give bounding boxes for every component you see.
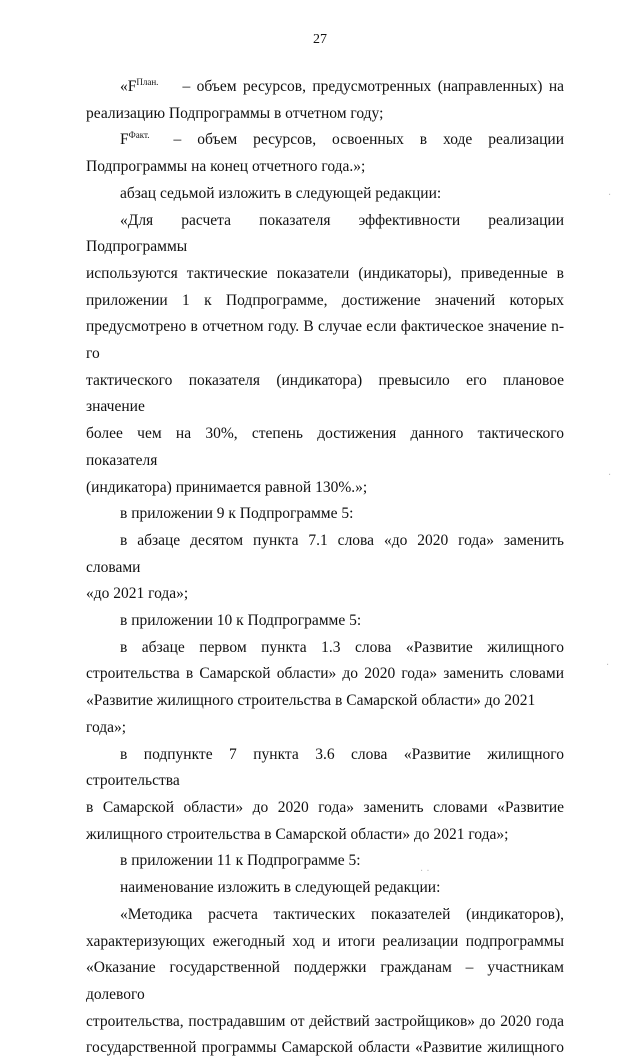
text-line: «Оказание государственной поддержки гражданам – участникам долевого bbox=[86, 959, 564, 1003]
text-line: в приложении 11 к Подпрограмме 5: bbox=[120, 852, 361, 870]
text-line: строительства в Самарской области» до 2020 года» заменить словами bbox=[86, 665, 564, 683]
scan-mark: · · bbox=[420, 866, 430, 877]
formula-symbol: F bbox=[120, 131, 129, 149]
text-line: (индикатора) принимается равной 130%.»; bbox=[86, 478, 368, 496]
text-line: в абзаце десятом пункта 7.1 слова «до 2020 года» заменить словами bbox=[86, 531, 564, 576]
text-line: характеризующих ежегодный ход и итоги реализации подпрограммы bbox=[86, 932, 564, 950]
formula-superscript: План. bbox=[136, 76, 159, 87]
text-line bbox=[86, 127, 564, 154]
text-line: в приложении 9 к Подпрограмме 5: bbox=[120, 505, 354, 523]
page-number: 27 bbox=[313, 32, 327, 47]
text-span: – объем ресурсов, предусмотренных (направленных) на bbox=[182, 78, 564, 95]
text-line: в приложении 10 к Подпрограмме 5: bbox=[120, 612, 362, 630]
text-span: – объем ресурсов, освоенных в ходе реализации bbox=[173, 131, 564, 149]
text-line: абзац седьмой изложить в следующей редакции: bbox=[120, 184, 442, 202]
text-line: «Для расчета показателя эффективности реализации Подпрограммы bbox=[86, 211, 564, 256]
text-line: в подпункте 7 пункта 3.6 слова «Развитие жилищного строительства bbox=[86, 745, 564, 790]
text-line: приложении 1 к Подпрограмме, достижение значений которых bbox=[86, 291, 564, 309]
text-line: Подпрограммы на конец отчетного года.»; bbox=[86, 158, 366, 176]
text-line: наименование изложить в следующей редакции: bbox=[120, 879, 441, 897]
text-line bbox=[86, 74, 564, 101]
scan-mark: · bbox=[606, 660, 610, 671]
text-line: предусмотрено в отчетном году. В случае если фактическое значение n-го bbox=[86, 318, 564, 363]
formula-superscript: Факт. bbox=[128, 130, 150, 141]
text-line: используются тактические показатели (индикаторы), приведенные в bbox=[86, 264, 564, 282]
scan-mark: · bbox=[608, 190, 612, 201]
text-line: в абзаце первом пункта 1.3 слова «Развитие жилищного bbox=[120, 638, 564, 656]
text-line: «Методика расчета тактических показателей (индикаторов), bbox=[120, 905, 564, 923]
text-line: «до 2021 года»; bbox=[86, 585, 189, 603]
document-body bbox=[86, 74, 564, 1062]
text-line: строительства, пострадавшим от действий застройщиков» до 2020 года bbox=[86, 1012, 564, 1030]
text-line: в Самарской области» до 2020 года» заменить словами «Развитие bbox=[86, 798, 564, 816]
text-line: более чем на 30%, степень достижения данного тактического показателя bbox=[86, 425, 564, 469]
text-line: «Развитие жилищного строительства в Самарской области» до 2021 года»; bbox=[86, 692, 536, 736]
text-line: жилищного строительства в Самарской области» до 2021 года»; bbox=[86, 825, 509, 843]
text-line: государственной программы Самарской области «Развитие жилищного bbox=[86, 1039, 564, 1057]
formula-symbol: «F bbox=[120, 78, 137, 95]
text-line: тактического показателя (индикатора) превысило его плановое значение bbox=[86, 371, 564, 416]
text-line: реализацию Подпрограммы в отчетном году; bbox=[86, 104, 384, 122]
scan-mark: · bbox=[608, 470, 612, 481]
